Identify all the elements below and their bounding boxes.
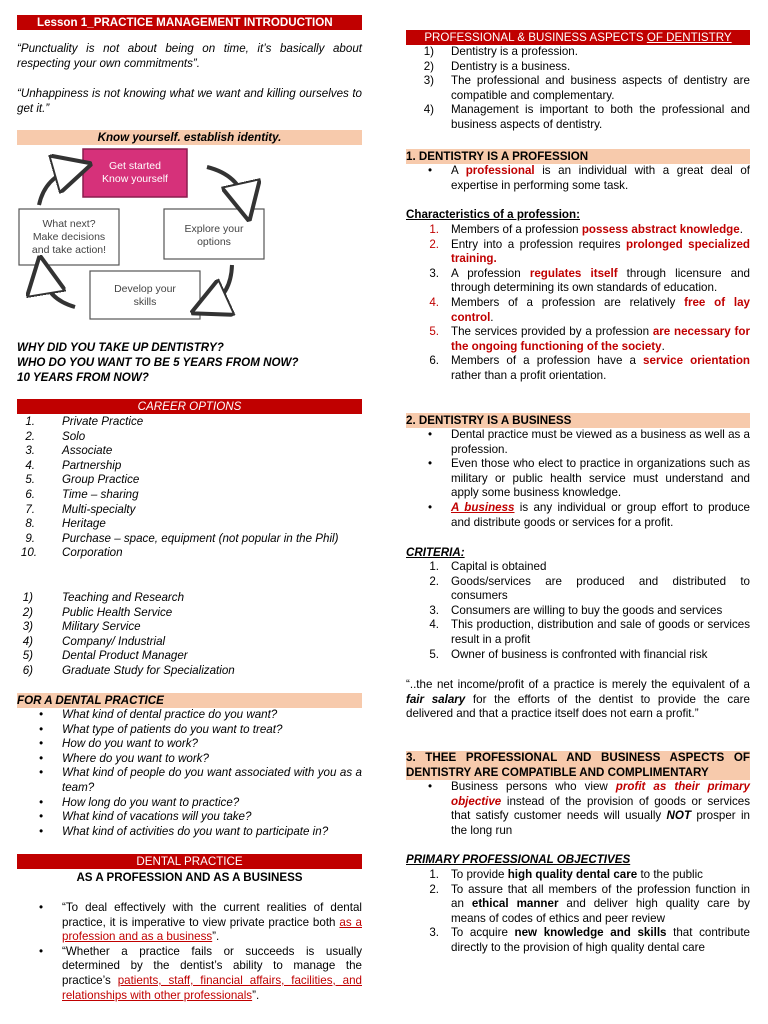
list-item: 5) Dental Product Manager bbox=[22, 649, 188, 663]
career-list-b bbox=[17, 591, 362, 679]
list-item: 2. To assure that all members of the profession function in an ethical manner and deliver high quality care by means of codes of ethics and peer review bbox=[429, 882, 750, 925]
list-item: • What type of patients do you want to treat? bbox=[39, 722, 283, 736]
list-item: • “Whether a practice fails or succeeds is usually determined by the dentist’s ability to manage the practice’s patients, staff, financial affairs, facilities, and relationships with other professionals”. bbox=[39, 944, 362, 1002]
section1-header: 1. DENTISTRY IS A PROFESSION bbox=[406, 149, 750, 164]
quote-unhappiness: “Unhappiness is not knowing what we want and killing ourselves to get it.” bbox=[17, 87, 362, 115]
section1-bullet: • A professional is an individual with a great deal of expertise in performing some task. bbox=[428, 164, 750, 192]
criteria-list bbox=[406, 560, 750, 662]
get-started-line2: Know yourself bbox=[102, 173, 168, 185]
list-item: 4. Partnership bbox=[25, 458, 122, 472]
list-item: 1. To provide high quality dental care to the public bbox=[429, 868, 703, 881]
list-item: 1. Members of a profession possess abstract knowledge. bbox=[429, 223, 743, 236]
list-item: 7. Multi-specialty bbox=[25, 502, 136, 516]
what-next-line2: Make decisions bbox=[32, 231, 106, 243]
career-list-a bbox=[17, 415, 362, 561]
list-item: 6) Graduate Study for Specialization bbox=[22, 663, 235, 677]
list-item: • Where do you want to work? bbox=[39, 751, 209, 765]
list-item: 1. Private Practice bbox=[25, 415, 144, 428]
list-item: 4. Members of a profession are relatively free of lay control. bbox=[429, 295, 750, 324]
list-item: 2. Entry into a profession requires prolonged specialized training. bbox=[429, 237, 750, 266]
what-next-line3: and take action! bbox=[31, 244, 107, 256]
list-item: 5. Group Practice bbox=[25, 473, 140, 487]
list-item: 2. Goods/services are produced and distributed to consumers bbox=[429, 574, 750, 603]
question-2: WHO DO YOU WANT TO BE 5 YEARS FROM NOW? bbox=[17, 356, 299, 369]
list-item: 2. Solo bbox=[25, 429, 86, 443]
list-item: • What kind of dental practice do you want? bbox=[39, 708, 278, 721]
arrow-left-up bbox=[43, 275, 75, 307]
develop-line1: Develop your bbox=[114, 283, 176, 295]
list-item: 1. Capital is obtained bbox=[429, 560, 547, 573]
list-item: • What kind of activities do you want to participate in? bbox=[39, 824, 329, 838]
know-yourself-banner: Know yourself. establish identity. bbox=[17, 130, 362, 145]
get-started-line1: Get started bbox=[109, 160, 161, 172]
list-item: 1) Teaching and Research bbox=[22, 591, 185, 604]
list-item: • How long do you want to practice? bbox=[39, 795, 240, 809]
list-item: 6. Members of a profession have a service orientation rather than a profit orientation. bbox=[429, 354, 751, 382]
arrow-down-left bbox=[209, 265, 232, 305]
self-assessment-cycle-diagram bbox=[17, 147, 362, 327]
list-item: 4) Company/ Industrial bbox=[22, 634, 166, 648]
list-item: 3) The professional and business aspects of dentistry are compatible and complementary. bbox=[423, 74, 750, 102]
develop-skills-box bbox=[90, 271, 200, 319]
dental-practice-questions bbox=[17, 708, 362, 839]
list-item: 4. This production, distribution and sale of goods or services result in a profit bbox=[429, 618, 750, 646]
dental-practice-bullets bbox=[17, 901, 362, 1003]
list-item: • What kind of people do you want associated with you as a team? bbox=[39, 766, 362, 794]
list-item: • How do you want to work? bbox=[39, 737, 198, 751]
list-item: • What kind of vacations will you take? bbox=[39, 810, 252, 824]
quote-punctuality: “Punctuality is not about being on time, it’s basically about respecting your own commitments”. bbox=[17, 42, 362, 70]
list-item: 2) Dentistry is a business. bbox=[423, 59, 571, 73]
lesson-header: Lesson 1_PRACTICE MANAGEMENT INTRODUCTION bbox=[17, 15, 362, 30]
list-item: 6. Time – sharing bbox=[25, 487, 139, 501]
question-3: 10 YEARS FROM NOW? bbox=[17, 371, 149, 384]
section3-bullet: • Business persons who view profit as their primary objective instead of the provision of goods or services that satisfy customer needs will usually NOT prosper in the long run bbox=[428, 780, 750, 837]
list-item: 5. Owner of business is confronted with financial risk bbox=[429, 647, 708, 661]
professional-business-header: PROFESSIONAL & BUSINESS ASPECTS OF DENTISTRY bbox=[406, 30, 750, 45]
arrow-right-down bbox=[207, 167, 245, 202]
list-item: • Dental practice must be viewed as a business as well as a profession. bbox=[428, 428, 751, 456]
list-item: 1) Dentistry is a profession. bbox=[423, 45, 578, 58]
criteria-title: CRITERIA: bbox=[406, 546, 465, 559]
list-item: 8. Heritage bbox=[25, 517, 106, 531]
list-item: 3. A profession regulates itself through licensure and through determining its own standards of education. bbox=[429, 266, 750, 295]
explore-line2: options bbox=[197, 236, 231, 248]
section2-bullets bbox=[406, 428, 750, 530]
list-item: 3. Associate bbox=[25, 444, 113, 458]
develop-line2: skills bbox=[133, 296, 157, 308]
list-item: 10. Corporation bbox=[20, 546, 123, 560]
pb-list bbox=[406, 45, 750, 133]
explore-line1: Explore your bbox=[184, 223, 244, 235]
arrow-up-right bbox=[39, 169, 73, 205]
question-1: WHY DID YOU TAKE UP DENTISTRY? bbox=[17, 341, 224, 354]
section2-header: 2. DENTISTRY IS A BUSINESS bbox=[406, 413, 750, 428]
list-item: • A business is any individual or group effort to produce and distribute goods or services for a profit. bbox=[428, 500, 750, 529]
section3-header: 3. THEE PROFESSIONAL AND BUSINESS ASPECTS OF DENTISTRY ARE COMPATIBLE AND COMPLIMENTARY bbox=[406, 751, 750, 779]
dental-practice-questions-header: FOR A DENTAL PRACTICE bbox=[17, 693, 362, 708]
list-item: 3) Military Service bbox=[22, 620, 141, 634]
primary-objectives-list bbox=[406, 868, 750, 956]
primary-objectives-title: PRIMARY PROFESSIONAL OBJECTIVES bbox=[406, 853, 631, 866]
dental-practice-header: DENTAL PRACTICE bbox=[17, 854, 362, 869]
career-options-header: CAREER OPTIONS bbox=[17, 399, 362, 414]
list-item: 4) Management is important to both the professional and business aspects of dentistry. bbox=[423, 103, 750, 131]
what-next-line1: What next? bbox=[42, 218, 96, 230]
characteristics-list bbox=[406, 223, 750, 384]
list-item: • Even those who elect to practice in organizations such as military or public health service must understand and apply some business knowledge. bbox=[428, 457, 750, 500]
list-item: 3. To acquire new knowledge and skills that contribute directly to the provision of high quality dental care bbox=[429, 926, 750, 954]
characteristics-title: Characteristics of a profession: bbox=[406, 208, 580, 221]
list-item: • “To deal effectively with the current realities of dental practice, it is imperative to view private practice both as a profession and as a business”. bbox=[39, 901, 362, 944]
list-item: 3. Consumers are willing to buy the goods and services bbox=[429, 603, 723, 617]
net-income-quote: “..the net income/profit of a practice is merely the equivalent of a fair salary for the efforts of the dentist to provide the care delivered and that a practice itself does not earn a profit.” bbox=[406, 678, 750, 721]
list-item: 9. Purchase – space, equipment (not popular in the Phil) bbox=[25, 531, 339, 545]
list-item: 2) Public Health Service bbox=[22, 605, 173, 619]
list-item: 5. The services provided by a profession are necessary for the ongoing functioning of the society. bbox=[429, 325, 750, 353]
dental-practice-subheader: AS A PROFESSION AND AS A BUSINESS bbox=[76, 871, 303, 884]
